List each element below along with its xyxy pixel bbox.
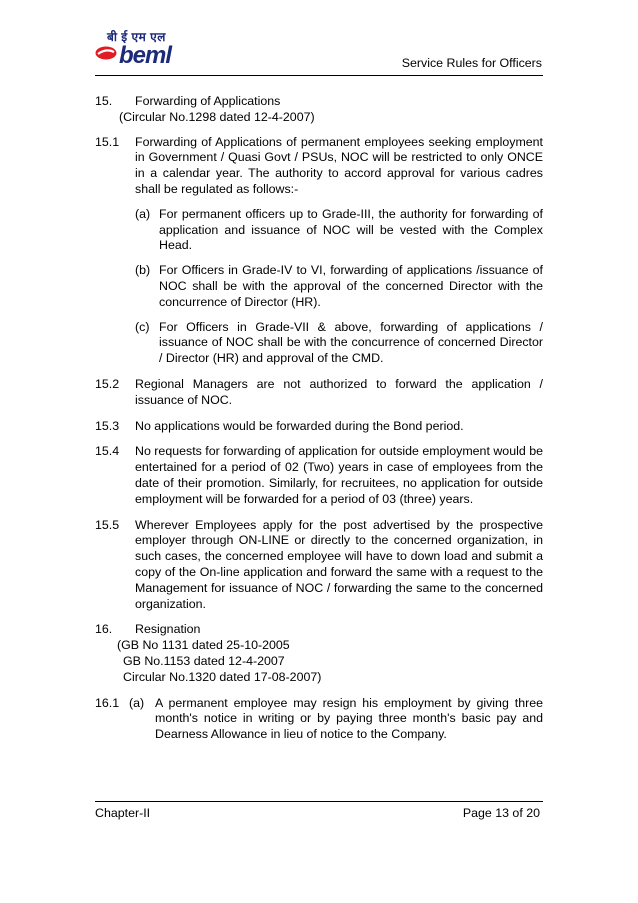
logo-text: beml [119, 42, 172, 69]
section-15-5 [95, 518, 543, 613]
header-title: Service Rules for Officers [401, 56, 542, 70]
beml-logo [95, 28, 185, 74]
section-title: Resignation [135, 622, 201, 637]
footer-page-number: Page 13 of 20 [462, 806, 540, 820]
subitem-a [135, 207, 543, 254]
section-number: 15.3 [95, 418, 120, 433]
section-ref: Circular No.1320 dated 17-08-2007) [123, 669, 322, 684]
subitem-label: (c) [135, 319, 150, 334]
subitem-label: (b) [135, 263, 151, 278]
subitem-text: For Officers in Grade-IV to VI, forwarding of applications /issuance of NOC shall be with the approval of the concerned Director with the concurrence of Director (HR). [159, 263, 543, 309]
footer-rule [95, 801, 543, 802]
footer-chapter: Chapter-II [95, 806, 151, 820]
section-text: Forwarding of Applications of permanent employees seeking employment in Government / Quasi Govt / PSUs, NOC will be restricted to only ONCE in a calendar year. The authority to accord approval for various cadres shall be regulated as follows:- [135, 134, 543, 196]
section-number: 15.5 [95, 517, 120, 532]
section-circular: (Circular No.1298 dated 12-4-2007) [119, 109, 315, 124]
section-15-3 [95, 419, 543, 435]
section-number: 15.1 [95, 134, 120, 149]
section-15-1 [95, 135, 543, 198]
section-number: 15.4 [95, 444, 120, 459]
section-number: 16. [95, 622, 113, 637]
document-body [95, 94, 543, 743]
logo-swoosh-icon [95, 46, 117, 60]
section-15-4 [95, 444, 543, 507]
subitem-text: For Officers in Grade-VII & above, forwarding of applications / issuance of NOC shall be with the concurrence of concerned Director / Director (HR) and approval of the CMD. [159, 319, 543, 366]
section-16 [95, 622, 543, 685]
section-number: 16.1 [95, 695, 120, 710]
section-16-1 [95, 696, 543, 743]
section-text: A permanent employee may resign his employment by giving three month's notice in writing or by paying three month's basic pay and Dearness Allowance in lieu of notice to the Company. [155, 695, 543, 742]
header-rule [95, 75, 543, 76]
section-text: No applications would be forwarded during the Bond period. [135, 418, 464, 433]
section-number: 15. [95, 94, 113, 108]
subitem-c [135, 320, 543, 367]
subitem-label: (a) [135, 206, 151, 221]
section-text: Regional Managers are not authorized to forward the application / issuance of NOC. [135, 376, 543, 407]
section-ref: GB No.1153 dated 12-4-2007 [123, 653, 285, 668]
section-number: 15.2 [95, 376, 120, 391]
subitem-label: (a) [129, 695, 145, 710]
section-text: No requests for forwarding of application for outside employment would be entertained for a period of 02 (Two) years in case of employees from the date of their promotion. Similarly, for recruitees, no application for outside employment will be forwarded for a period of 03 (three) years. [135, 444, 543, 506]
subitem-text: For permanent officers up to Grade-III, the authority for forwarding of application and issuance of NOC will be vested with the Complex Head. [159, 206, 543, 253]
section-title: Forwarding of Applications [135, 94, 281, 108]
section-15 [95, 94, 543, 126]
section-15-2 [95, 377, 543, 409]
logo-hindi-text: बी ई एम एल [107, 30, 166, 44]
subitem-b [135, 263, 543, 310]
section-text: Wherever Employees apply for the post advertised by the prospective employer through ON-LINE or directly to the concerned organization, in such cases, the concerned employee will have to down load and submit a copy of the On-line application and forward the same with a request to the Management for issuance of NOC / forwarding the same to the concerned organization. [135, 517, 543, 611]
section-ref: (GB No 1131 dated 25-10-2005 [117, 638, 290, 653]
